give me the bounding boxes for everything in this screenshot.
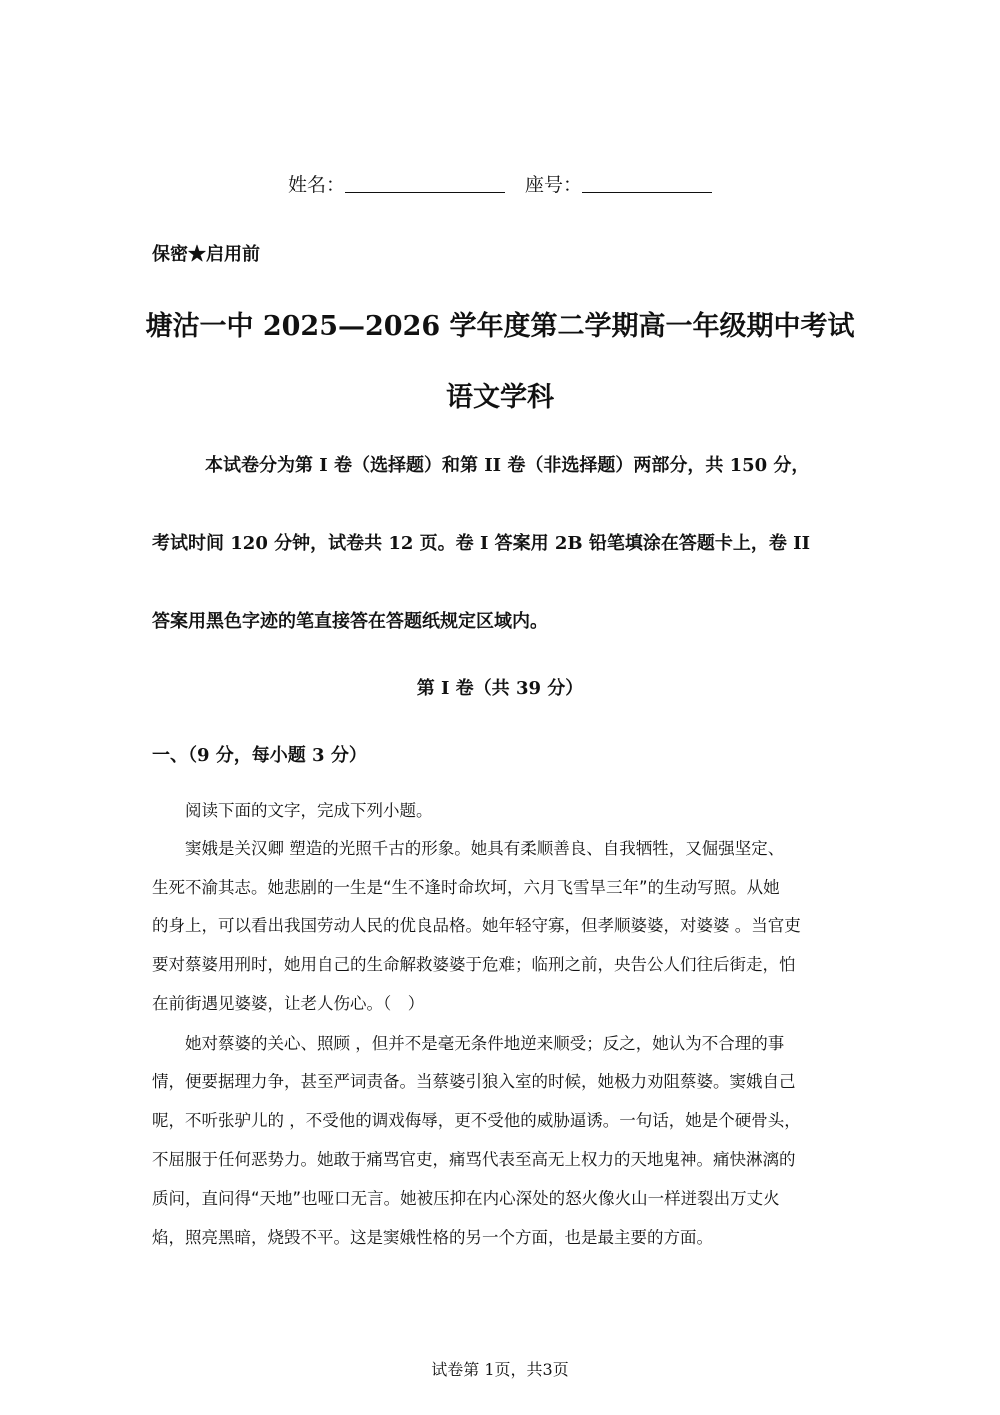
passage-line: 呢，不听张驴儿的 ，不受他的调戏侮辱，更不受他的威胁逼诱。一句话，她是个硬骨头， <box>152 1111 801 1130</box>
seat-label: 座号： <box>525 174 583 196</box>
exam-title: 塘沽一中 2025—2026 学年度第二学期高一年级期中考试 <box>145 311 855 342</box>
instruction-line: 考试时间 120 分钟，试卷共 12 页。卷 I 答案用 2B 铅笔填涂在答题卡上，卷 II <box>152 533 811 554</box>
passage-line: 生死不渝其志。她悲剧的一生是“生不逢时命坎坷，六月飞雪旱三年”的生动写照。从她 <box>152 878 780 897</box>
part-title: 第 I 卷（共 39 分） <box>416 678 584 699</box>
name-blank[interactable] <box>345 174 505 193</box>
passage-line: 在前街遇见婆婆，让老人伤心。（ ） <box>152 994 425 1013</box>
student-info-line <box>0 170 1000 197</box>
page-footer: 试卷第 1页，共3页 <box>431 1360 569 1379</box>
seat-blank[interactable] <box>582 174 712 193</box>
instruction-line: 答案用黑色字迹的笔直接答在答题纸规定区域内。 <box>152 611 548 632</box>
passage-line: 质问，直问得“天地”也哑口无言。她被压抑在内心深处的怒火像火山一样迸裂出万丈火 <box>152 1189 780 1208</box>
passage-line: 焰，照亮黑暗，烧毁不平。这是窦娥性格的另一个方面，也是最主要的方面。 <box>152 1228 713 1247</box>
subject-title: 语文学科 <box>446 382 554 413</box>
passage-line: 她对蔡婆的关心、照顾 ，但并不是毫无条件地逆来顺受；反之，她认为不合理的事 <box>152 1034 785 1053</box>
passage-line: 阅读下面的文字，完成下列小题。 <box>152 801 433 820</box>
section-heading: 一、（9 分，每小题 3 分） <box>152 745 367 766</box>
passage-line: 要对蔡婆用刑时，她用自己的生命解救婆婆于危难；临刑之前，央告公人们往后街走，怕 <box>152 955 796 974</box>
name-label: 姓名： <box>287 174 345 196</box>
passage-line: 的身上，可以看出我国劳动人民的优良品格。她年轻守寡，但孝顺婆婆，对婆婆 。当官吏 <box>152 916 801 935</box>
passage-line: 不屈服于任何恶势力。她敢于痛骂官吏，痛骂代表至高无上权力的天地鬼神。痛快淋漓的 <box>152 1150 796 1169</box>
passage-line: 情，便要据理力争，甚至严词责备。当蔡婆引狼入室的时候，她极力劝阻蔡婆。窦娥自己 <box>152 1072 796 1091</box>
confidential-label: 保密★启用前 <box>152 244 260 265</box>
passage-line: 窦娥是关汉卿 塑造的光照千古的形象。她具有柔顺善良、自我牺牲，又倔强坚定、 <box>152 839 785 858</box>
instruction-line: 本试卷分为第 I 卷（选择题）和第 II 卷（非选择题）两部分，共 150 分， <box>205 455 810 476</box>
